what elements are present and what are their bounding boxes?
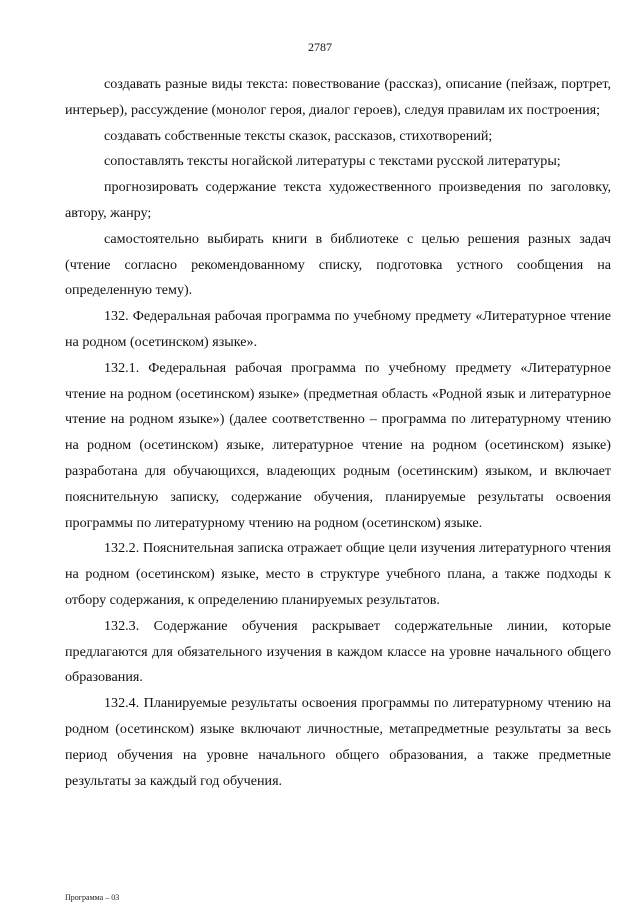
- document-body: [65, 72, 611, 794]
- paragraph-choose-books: самостоятельно выбирать книги в библиотеке с целью решения разных задач (чтение согласно рекомендованному списку, подготовка устного сообщения на определенную тему).: [65, 230, 611, 299]
- section-132-1: 132.1. Федеральная рабочая программа по учебному предмету «Литературное чтение на родном (осетинском) языке» (предметная область «Родной язык и литературное чтение на родном языке») (далее соответственно – программа по литературному чтению на родном (осетинском) языке, литературное чтение на родном (осетинском) языке) разработана для обучающихся, владеющих родным (осетинским) языком, и включает пояснительную записку, содержание обучения, планируемые результаты освоения программы по литературному чтению на родном (осетинском) языке.: [65, 359, 611, 531]
- paragraph-predict-content: прогнозировать содержание текста художественного произведения по заголовку, автору, жанру;: [65, 179, 611, 221]
- section-132-2: 132.2. Пояснительная записка отражает общие цели изучения литературного чтения на родном (осетинском) языке, место в структуре учебного плана, а также подходы к отбору содержания, к определению планируемых результатов.: [65, 540, 611, 608]
- section-132-heading: 132. Федеральная рабочая программа по учебному предмету «Литературное чтение на родном (осетинском) языке».: [65, 308, 611, 350]
- page-number: 2787: [308, 40, 332, 54]
- section-132-3: 132.3. Содержание обучения раскрывает содержательные линии, которые предлагаются для обязательного изучения в каждом классе на уровне начального общего образования.: [65, 617, 611, 686]
- paragraph-text-types: создавать разные виды текста: повествование (рассказ), описание (пейзаж, портрет, интерьер), рассуждение (монолог героя, диалог героев), следуя правилам их построения;: [65, 76, 611, 118]
- paragraph-own-texts: создавать собственные тексты сказок, рассказов, стихотворений;: [104, 127, 493, 144]
- section-132-4: 132.4. Планируемые результаты освоения программы по литературному чтению на родном (осетинском) языке включают личностные, метапредметные результаты за весь период обучения на уровне начального общего образования, а также предметные результаты за каждый год обучения.: [65, 695, 611, 789]
- footer-program-label: Программа – 03: [65, 893, 120, 902]
- paragraph-compare-literature: сопоставлять тексты ногайской литературы с текстами русской литературы;: [104, 153, 561, 170]
